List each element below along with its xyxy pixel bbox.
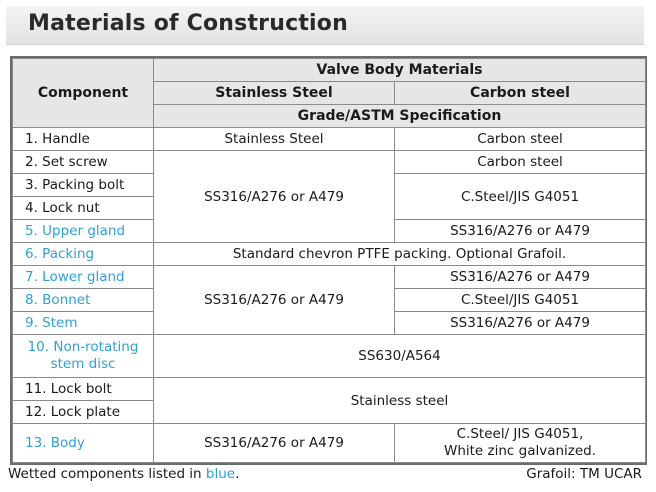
carbon-steel-header: Carbon steel (395, 82, 646, 105)
group2-ss-value: SS316/A276 or A479 (154, 266, 395, 335)
stem-disc-label-line2: stem disc (50, 356, 116, 372)
wetted-note (8, 466, 239, 482)
component-stem: 9. Stem (13, 312, 154, 335)
stem-disc-label-line1: 10. Non-rotating (27, 339, 139, 355)
table-row (13, 378, 646, 401)
table-row (13, 335, 646, 378)
component-handle: 1. Handle (13, 128, 154, 151)
stem-disc-value: SS630/A564 (154, 335, 646, 378)
wetted-note-blue: blue (205, 466, 236, 482)
table-row (13, 128, 646, 151)
wetted-note-suffix: . (235, 466, 240, 482)
page-title: Materials of Construction (28, 11, 348, 36)
component-lock-plate: 12. Lock plate (13, 401, 154, 424)
component-header: Component (13, 59, 154, 128)
body-cs (395, 424, 646, 463)
component-body: 13. Body (13, 424, 154, 463)
component-lock-bolt: 11. Lock bolt (13, 378, 154, 401)
lower-gland-cs: SS316/A276 or A479 (395, 266, 646, 289)
table-row (13, 243, 646, 266)
component-lower-gland: 7. Lower gland (13, 266, 154, 289)
grade-spec-header: Grade/ASTM Specification (154, 105, 646, 128)
body-cs-line1: C.Steel/ JIS G4051, (456, 426, 584, 442)
bolt-nut-cs-value: C.Steel/JIS G4051 (395, 174, 646, 220)
valve-body-materials-header: Valve Body Materials (154, 59, 646, 82)
component-lock-nut: 4. Lock nut (13, 197, 154, 220)
component-upper-gland: 5. Upper gland (13, 220, 154, 243)
group1-ss-value: SS316/A276 or A479 (154, 151, 395, 243)
component-packing-bolt: 3. Packing bolt (13, 174, 154, 197)
body-cs-line2: White zinc galvanized. (443, 443, 597, 459)
materials-table (10, 56, 647, 465)
component-packing: 6. Packing (13, 243, 154, 266)
handle-cs: Carbon steel (395, 128, 646, 151)
upper-gland-cs: SS316/A276 or A479 (395, 220, 646, 243)
component-stem-disc (13, 335, 154, 378)
grafoil-note: Grafoil: TM UCAR (526, 466, 642, 482)
table-row (13, 151, 646, 174)
bonnet-cs: C.Steel/JIS G4051 (395, 289, 646, 312)
wetted-note-prefix: Wetted components listed in (8, 466, 206, 482)
set-screw-cs: Carbon steel (395, 151, 646, 174)
stainless-steel-header: Stainless Steel (154, 82, 395, 105)
component-set-screw: 2. Set screw (13, 151, 154, 174)
stem-cs: SS316/A276 or A479 (395, 312, 646, 335)
table-row (13, 424, 646, 463)
packing-value: Standard chevron PTFE packing. Optional Grafoil. (154, 243, 646, 266)
component-bonnet: 8. Bonnet (13, 289, 154, 312)
handle-ss: Stainless Steel (154, 128, 395, 151)
lock-value: Stainless steel (154, 378, 646, 424)
title-bar (6, 6, 644, 45)
body-ss: SS316/A276 or A479 (154, 424, 395, 463)
table-row (13, 266, 646, 289)
